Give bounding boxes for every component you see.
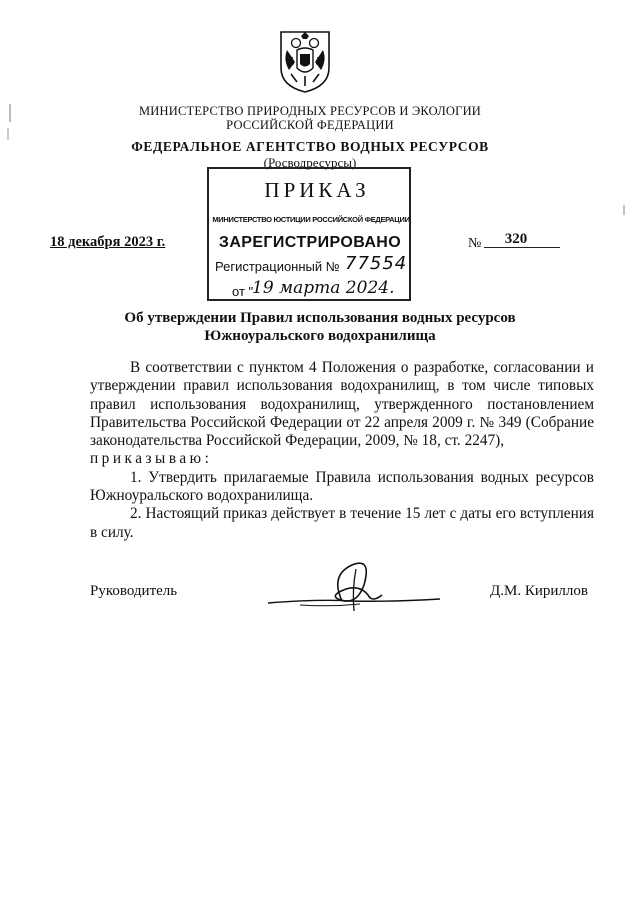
- document-body: [90, 359, 594, 542]
- stamp-from-date: 19 марта 2024.: [252, 278, 395, 298]
- agency-short-name: (Росводресурсы): [263, 155, 357, 170]
- handwritten-signature: [260, 555, 445, 617]
- order-title: ПРИКАЗ: [264, 178, 370, 202]
- stamp-reg-number: 77554: [345, 253, 408, 274]
- stamp-registered: ЗАРЕГИСТРИРОВАНО: [218, 234, 402, 251]
- signer-role: Руководитель: [90, 583, 178, 599]
- ministry-line-2: РОССИЙСКОЙ ФЕДЕРАЦИИ: [226, 118, 394, 132]
- stamp-reg-number-label: Регистрационный №: [215, 259, 340, 274]
- coat-of-arms-icon: [273, 28, 337, 94]
- stamp-ministry-line: МИНИСТЕРСТВО ЮСТИЦИИ РОССИЙСКОЙ ФЕДЕРАЦИИ: [212, 215, 410, 224]
- heading-line-2: Южноуральского водохранилища: [204, 328, 436, 344]
- order-date: 18 декабря 2023 г.: [50, 234, 166, 250]
- heading-line-1: Об утверждении Правил использования водных ресурсов: [124, 310, 516, 326]
- stamp-from-label: от ": [232, 284, 254, 299]
- preamble-paragraph: В соответствии с пунктом 4 Положения о разработке, согласовании и утверждении правил использования водохранилищ, в том числе типовых правил использования водохранилищ, утвержденного постановлением Правительства Российской Федерации от 22 апреля 2009 г. № 349 (Собрание законодательства Российской Федерации, 2009, № 18, ст. 2247),: [90, 359, 594, 450]
- order-item-1: 1. Утвердить прилагаемые Правила использования водных ресурсов Южноуральского водохранилища.: [90, 468, 594, 505]
- ministry-line-1: МИНИСТЕРСТВО ПРИРОДНЫХ РЕСУРСОВ И ЭКОЛОГИИ: [138, 104, 482, 118]
- agency-name: ФЕДЕРАЛЬНОЕ АГЕНТСТВО ВОДНЫХ РЕСУРСОВ: [131, 139, 489, 154]
- order-number: 320: [504, 231, 528, 247]
- ministry-name: [100, 104, 520, 132]
- order-number-label: №: [468, 236, 482, 251]
- signer-name: Д.М. Кириллов: [490, 583, 588, 599]
- document-heading: [60, 309, 580, 345]
- order-item-2: 2. Настоящий приказ действует в течение 15 лет с даты его вступления в силу.: [90, 505, 594, 541]
- order-word: приказываю:: [90, 450, 213, 468]
